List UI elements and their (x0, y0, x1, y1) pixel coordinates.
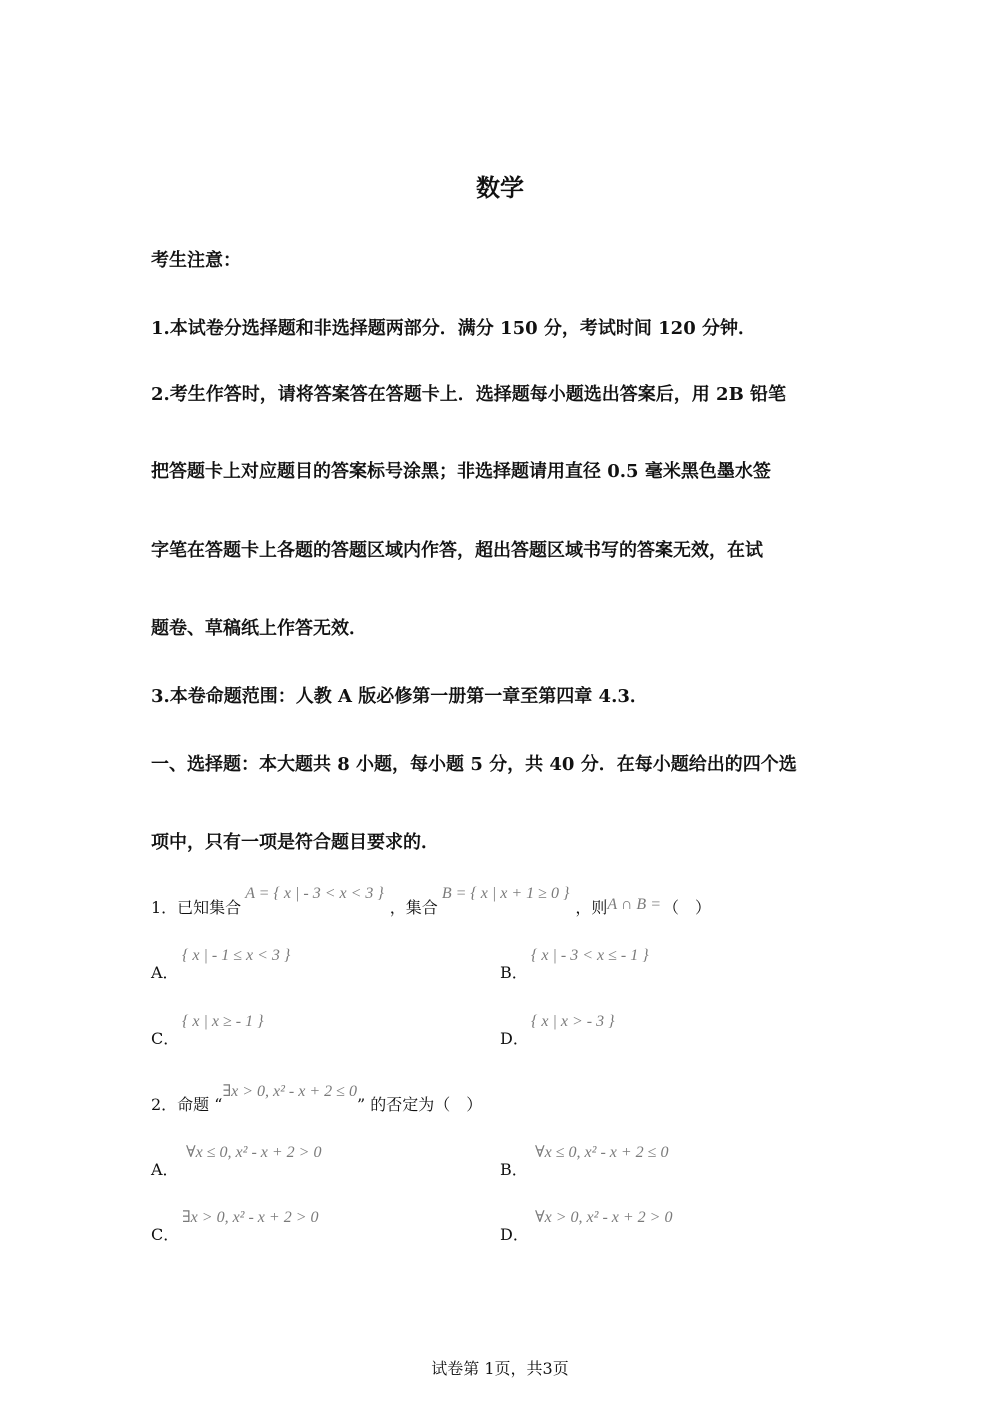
q1-set-a: A = { x | - 3 < x < 3 } (245, 885, 384, 902)
notice-item-2-line-4: 题卷、草稿纸上作答无效． (151, 618, 367, 639)
q2-suffix: ” 的否定为（ ） (356, 1095, 483, 1114)
q1-option-a-label: A． (151, 963, 179, 982)
q1-answer-paren: （ ） (662, 898, 711, 917)
q2-option-a-math: ∀x ≤ 0, x² - x + 2 > 0 (186, 1144, 322, 1161)
q1-option-b-math: { x | - 3 < x ≤ - 1 } (531, 947, 649, 964)
q1-prefix: 1．已知集合 (151, 898, 242, 917)
q1-option-d-label: D． (500, 1029, 529, 1048)
q2-option-c-label: C． (151, 1225, 180, 1244)
question-1 (151, 880, 711, 917)
q2-option-a-label: A． (151, 1160, 179, 1179)
notice-item-3: 3.本卷命题范围：人教 A 版必修第一册第一章至第四章 4.3． (151, 686, 648, 707)
notice-item-2-line-3: 字笔在答题卡上各题的答题区域内作答，超出答题区域书写的答案无效，在试 (151, 540, 763, 561)
q2-option-c-math: ∃x > 0, x² - x + 2 > 0 (182, 1209, 319, 1226)
q1-option-a-math: { x | - 1 ≤ x < 3 } (182, 947, 291, 964)
q1-set-b: B = { x | x + 1 ≥ 0 } (441, 885, 570, 902)
section-1-line-1: 一、选择题：本大题共 8 小题，每小题 5 分，共 40 分．在每小题给出的四个选 (151, 754, 797, 775)
q2-prefix: 2．命题 “ (151, 1095, 223, 1114)
q1-option-b-label: B． (500, 963, 528, 982)
q1-option-c-math: { x | x ≥ - 1 } (182, 1013, 264, 1030)
q1-mid-text: ，集合 (389, 898, 438, 917)
notice-heading: 考生注意： (151, 250, 241, 271)
notice-item-2-line-1: 2.考生作答时，请将答案答在答题卡上．选择题每小题选出答案后，用 2B 铅笔 (151, 384, 787, 405)
q1-expression: A ∩ B = (607, 896, 661, 913)
page-title: 数学 (476, 173, 524, 202)
q2-option-b-math: ∀x ≤ 0, x² - x + 2 ≤ 0 (535, 1144, 669, 1161)
question-2 (151, 1078, 483, 1114)
q1-option-d-math: { x | x > - 3 } (531, 1013, 615, 1030)
notice-item-2-line-2: 把答题卡上对应题目的答案标号涂黑；非选择题请用直径 0.5 毫米黑色墨水签 (151, 461, 771, 482)
notice-item-1: 1.本试卷分选择题和非选择题两部分．满分 150 分，考试时间 120 分钟． (151, 318, 757, 339)
q2-option-d-label: D． (500, 1225, 529, 1244)
q2-option-b-label: B． (500, 1160, 528, 1179)
q1-option-c-label: C． (151, 1029, 180, 1048)
q2-proposition: ∃x > 0, x² - x + 2 ≤ 0 (222, 1083, 357, 1100)
q1-then-text: ，则 (575, 898, 608, 917)
section-1-line-2: 项中，只有一项是符合题目要求的． (151, 832, 439, 853)
q2-option-d-math: ∀x > 0, x² - x + 2 > 0 (535, 1209, 673, 1226)
page-footer: 试卷第 1页，共3页 (431, 1359, 569, 1378)
